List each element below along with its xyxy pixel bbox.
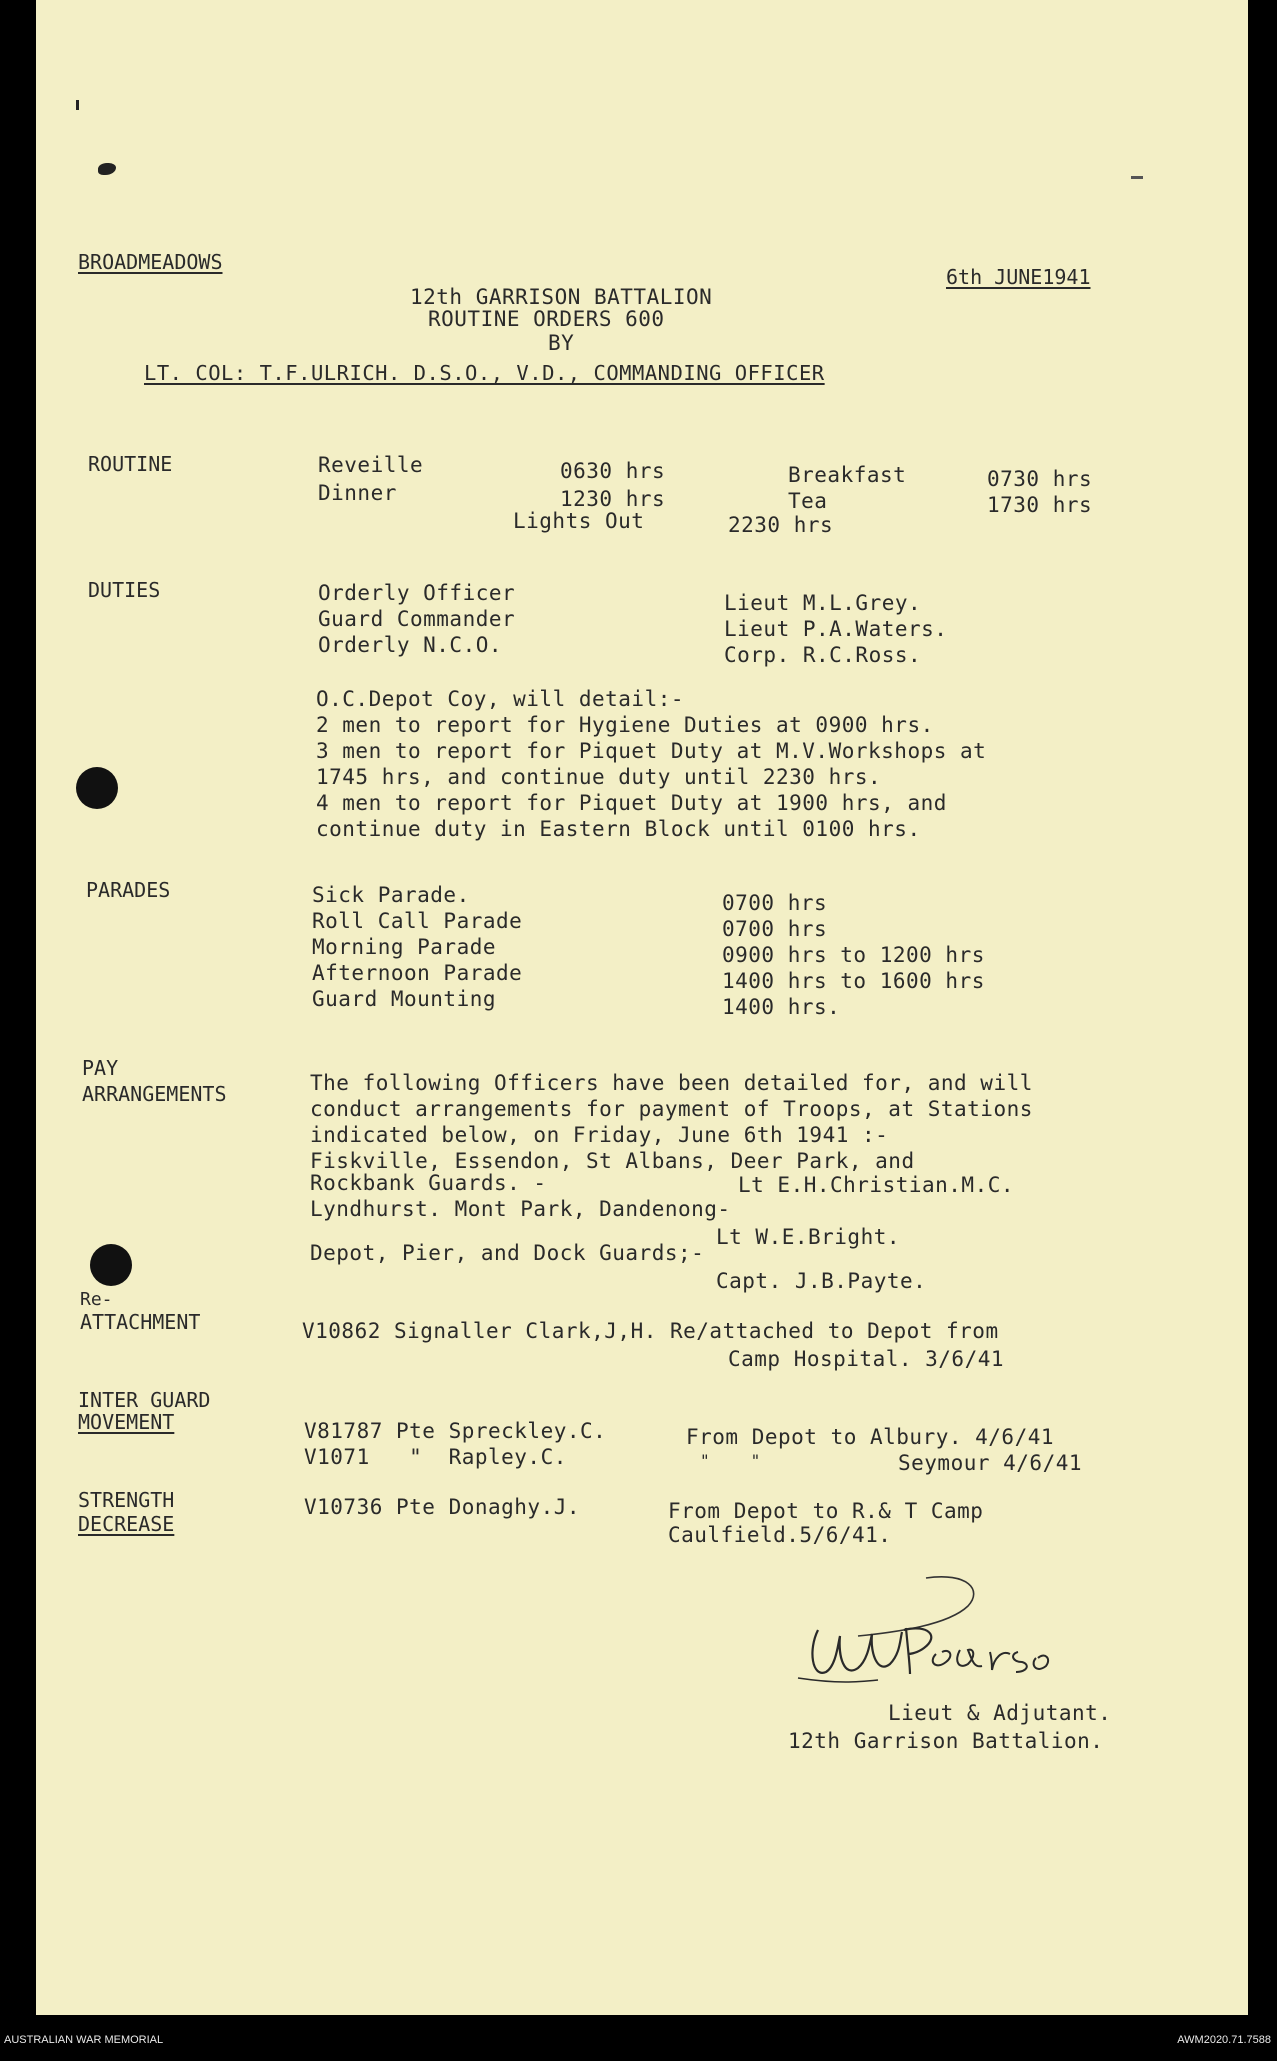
tea-label: Tea <box>788 489 828 513</box>
orderly-officer-name: Lieut M.L.Grey. <box>724 591 922 615</box>
pay-line: Fiskville, Essendon, St Albans, Deer Park, and <box>310 1149 915 1173</box>
section-label-re: Re- <box>80 1289 113 1310</box>
movement-line-left: V81787 Pte Spreckley.C. <box>304 1419 607 1443</box>
tea-time: 1730 hrs <box>987 493 1093 517</box>
section-label-arrangements: ARRANGEMENTS <box>82 1082 227 1106</box>
strength-line-right: From Depot to R.& T Camp <box>668 1499 984 1523</box>
pay-line: Lyndhurst. Mont Park, Dandenong- <box>310 1197 731 1221</box>
pay-line: Depot, Pier, and Dock Guards;- <box>310 1241 705 1265</box>
section-label-inter-guard: INTER GUARD <box>78 1388 211 1412</box>
dinner-label: Dinner <box>318 481 397 505</box>
parade-time: 1400 hrs to 1600 hrs <box>722 969 985 993</box>
pay-line: conduct arrangements for payment of Troops, at Stations <box>310 1097 1033 1121</box>
section-label-movement: MOVEMENT <box>78 1410 175 1434</box>
duty-detail-line: 2 men to report for Hygiene Duties at 0900 hrs. <box>316 713 934 737</box>
parade-item: Morning Parade <box>312 935 497 959</box>
duty-detail-line: continue duty in Eastern Block until 0100 hrs. <box>316 817 921 841</box>
breakfast-time: 0730 hrs <box>987 467 1093 491</box>
parade-time: 0700 hrs <box>722 917 828 941</box>
pay-officer-2: Lt W.E.Bright. <box>716 1225 901 1249</box>
section-label-parades: PARADES <box>86 878 171 902</box>
orderly-nco-name: Corp. R.C.Ross. <box>724 643 922 667</box>
section-label-routine: ROUTINE <box>88 452 173 476</box>
ink-speck <box>98 163 116 175</box>
section-label-pay: PAY <box>82 1056 119 1080</box>
parade-time: 0900 hrs to 1200 hrs <box>722 943 985 967</box>
pay-line: indicated below, on Friday, June 6th 1941 :- <box>310 1123 889 1147</box>
lights-out-label: Lights Out <box>513 509 645 533</box>
ink-speck <box>76 100 79 110</box>
order-date: 6th JUNE1941 <box>946 265 1091 289</box>
parade-time: 0700 hrs <box>722 891 828 915</box>
location: BROADMEADOWS <box>78 250 223 274</box>
section-label-decrease: DECREASE <box>78 1512 175 1536</box>
duty-detail-line: 4 men to report for Piquet Duty at 1900 hrs, and <box>316 791 947 815</box>
strength-line-2: Caulfield.5/6/41. <box>668 1523 892 1547</box>
handwritten-signature <box>778 1570 1118 1700</box>
commanding-officer: LT. COL: T.F.ULRICH. D.S.O., V.D., COMMANDING OFFICER <box>144 361 825 385</box>
reveille-time: 0630 hrs <box>560 459 666 483</box>
orderly-officer-label: Orderly Officer <box>318 581 516 605</box>
strength-line-left: V10736 Pte Donaghy.J. <box>304 1495 581 1519</box>
parade-item: Guard Mounting <box>312 987 497 1011</box>
signatory-title: Lieut & Adjutant. <box>888 1701 1112 1725</box>
pay-officer-1: Lt E.H.Christian.M.C. <box>738 1173 1015 1197</box>
movement-line-left: V1071 " Rapley.C. <box>304 1445 567 1469</box>
orderly-nco-label: Orderly N.C.O. <box>318 633 503 657</box>
section-label-duties: DUTIES <box>88 578 161 602</box>
reveille-label: Reveille <box>318 453 424 477</box>
signatory-unit: 12th Garrison Battalion. <box>788 1729 1104 1753</box>
parade-item: Roll Call Parade <box>312 909 523 933</box>
footer-left: AUSTRALIAN WAR MEMORIAL <box>4 2034 164 2046</box>
dinner-time: 1230 hrs <box>560 487 666 511</box>
section-label-attachment: ATTACHMENT <box>80 1310 201 1334</box>
orders-title: ROUTINE ORDERS 600 <box>428 307 665 331</box>
breakfast-label: Breakfast <box>788 463 907 487</box>
duty-detail-line: 3 men to report for Piquet Duty at M.V.Workshops at <box>316 739 987 763</box>
pay-line: The following Officers have been detailed for, and will <box>310 1071 1033 1095</box>
pay-line: Rockbank Guards. - <box>310 1171 547 1195</box>
reattachment-line: V10862 Signaller Clark,J,H. Re/attached to Depot from <box>302 1319 999 1343</box>
ink-speck <box>1131 176 1143 179</box>
movement-ditto: " " <box>700 1451 761 1470</box>
movement-line-right: From Depot to Albury. 4/6/41 <box>686 1425 1055 1449</box>
document-page <box>36 0 1248 2015</box>
reattachment-line: Camp Hospital. 3/6/41 <box>728 1347 1005 1371</box>
lights-out-time: 2230 hrs <box>728 513 834 537</box>
battalion-title: 12th GARRISON BATTALION <box>410 285 713 309</box>
by-line: BY <box>548 331 575 355</box>
parade-time: 1400 hrs. <box>722 995 841 1019</box>
movement-line-right: Seymour 4/6/41 <box>898 1451 1083 1475</box>
parade-item: Afternoon Parade <box>312 961 523 985</box>
guard-commander-name: Lieut P.A.Waters. <box>724 617 948 641</box>
pay-officer-3: Capt. J.B.Payte. <box>716 1269 927 1293</box>
duty-detail-line: O.C.Depot Coy, will detail:- <box>316 687 685 711</box>
duty-detail-line: 1745 hrs, and continue duty until 2230 hrs. <box>316 765 882 789</box>
guard-commander-label: Guard Commander <box>318 607 516 631</box>
parade-item: Sick Parade. <box>312 883 470 907</box>
punch-hole <box>90 1244 132 1286</box>
footer-right: AWM2020.71.7588 <box>1177 2034 1271 2046</box>
section-label-strength: STRENGTH <box>78 1488 175 1512</box>
punch-hole <box>76 767 118 809</box>
